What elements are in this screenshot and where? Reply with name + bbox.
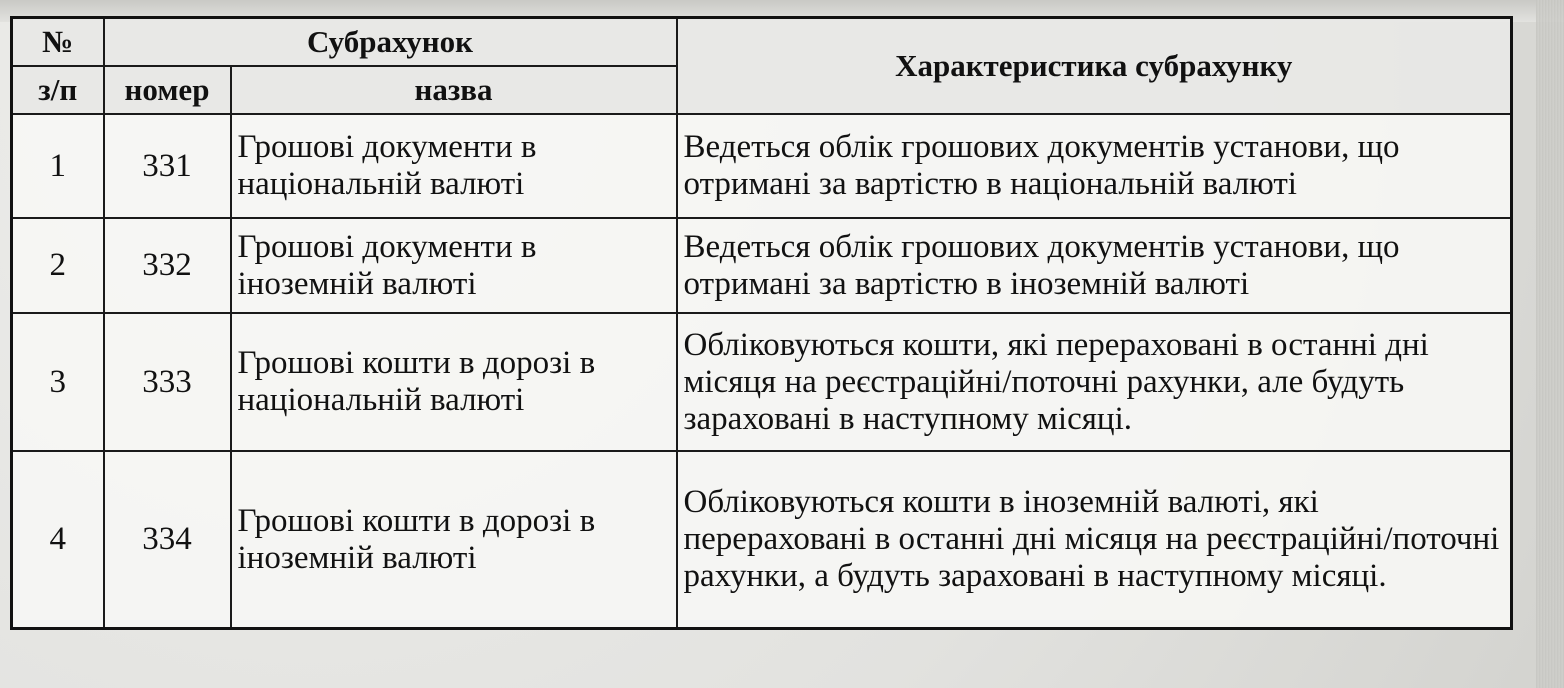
row-characteristic: Ведеться облік грошових документів установи, що отримані за вартістю в національній валюті xyxy=(677,114,1512,218)
row-name: Грошові кошти в дорозі в національній валюті xyxy=(231,313,677,451)
table-row xyxy=(12,451,1512,629)
row-characteristic: Ведеться облік грошових документів установи, що отримані за вартістю в іноземній валюті xyxy=(677,218,1512,313)
table-row xyxy=(12,218,1512,313)
table-header-row-1 xyxy=(12,18,1512,67)
row-number: 334 xyxy=(104,451,231,629)
col-no-header-line2: з/п xyxy=(12,66,104,114)
subaccounts-table xyxy=(10,16,1513,630)
row-name: Грошові кошти в дорозі в іноземній валюті xyxy=(231,451,677,629)
table-row xyxy=(12,114,1512,218)
number-header: номер xyxy=(104,66,231,114)
col-no-line1: № xyxy=(42,24,74,59)
page-binding-edge xyxy=(1536,0,1564,688)
table-row xyxy=(12,313,1512,451)
row-no: 2 xyxy=(12,218,104,313)
row-no: 1 xyxy=(12,114,104,218)
row-characteristic: Обліковуються кошти в іноземній валюті, які перераховані в останні дні місяця на реєстраційні/поточні рахунки, а будуть зараховані в наступному місяці. xyxy=(677,451,1512,629)
row-number: 332 xyxy=(104,218,231,313)
row-no: 4 xyxy=(12,451,104,629)
row-no: 3 xyxy=(12,313,104,451)
subaccount-header: Субрахунок xyxy=(104,18,677,67)
row-name: Грошові документи в іноземній валюті xyxy=(231,218,677,313)
row-characteristic: Обліковуються кошти, які перераховані в останні дні місяця на реєстраційні/поточні рахунки, але будуть зараховані в наступному місяці. xyxy=(677,313,1512,451)
col-no-header xyxy=(12,18,104,67)
row-number: 331 xyxy=(104,114,231,218)
characteristic-header: Характеристика субрахунку xyxy=(677,18,1512,115)
row-number: 333 xyxy=(104,313,231,451)
row-name: Грошові документи в національній валюті xyxy=(231,114,677,218)
name-header: назва xyxy=(231,66,677,114)
